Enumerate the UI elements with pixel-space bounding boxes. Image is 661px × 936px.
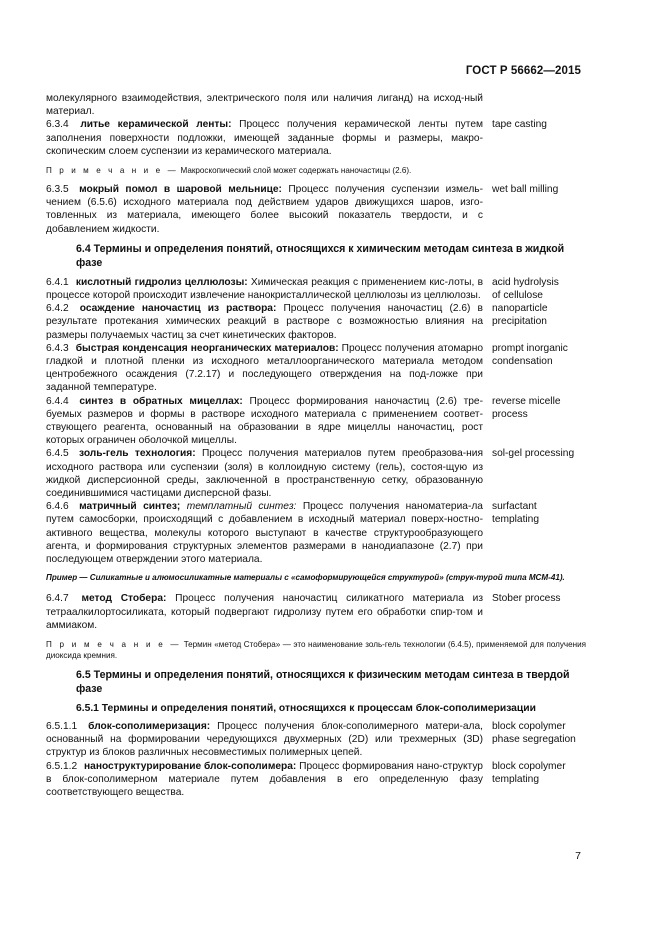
- entry-6-4-1: [46, 276, 586, 302]
- note-label: П р и м е ч а н и е —: [46, 166, 179, 176]
- entry-definition: Процесс получения наноматериа-ла путем самосборки, происходящий с добавлением в исходный материал поверх-ностно-активного вещества, молекулы которого выступают в качестве структурообразующего агента, и формирования структурных элементов размерами в нанодиапазоне (2.7) при последующем отверждении этого материала.: [46, 501, 483, 566]
- entry-term: литье керамической ленты:: [80, 119, 232, 131]
- entry-english-term: block copolymer phase segregation: [492, 720, 576, 746]
- entry-definition: Процесс получения атомарно гладкой и плотной пленки из исходного металлоорганического материала методом центробежного осаждения (7.2.17) и последующего отверждения на под-ложке при заданной температуре.: [46, 342, 483, 394]
- note-label: П р и м е ч а н и е —: [46, 639, 182, 649]
- entry-term: блок-сополимеризация:: [88, 720, 211, 732]
- entry-definition: Процесс получения наночастиц силикатного материала из тетраалкилортосиликата, который подвергают гидролизу путем его обработки спир-том и аммиаком.: [46, 593, 483, 631]
- entry-term: мокрый помол в шаровой мельнице:: [79, 184, 282, 196]
- entry-term: кислотный гидролиз целлюлозы:: [75, 276, 248, 288]
- entry-definition: Процесс получения керамической ленты путем заполнения поверхности подложки, имеющей заданные формы и размеры, макро-скопическим слоем суспензии из керамического материала.: [46, 119, 483, 157]
- entry-number: 6.4.6: [46, 501, 69, 513]
- entry-english-term: surfactant templating: [492, 501, 540, 526]
- entry-number: 6.4.4: [46, 395, 69, 407]
- entry-term: синтез в обратных мицеллах:: [79, 395, 243, 407]
- entry-definition: Процесс получения суспензии измель-чением (6.5.6) исходного материала под действием ударов движущихся шаров, изго-товленных из материала, имеющего более высокий показатель твердости, и с добавлением жидкости.: [46, 184, 483, 235]
- entry-definition: Процесс формирования нано-структур в блок-сополимерном материале путем добавления в его определенную фазу соответствующего вещества.: [46, 760, 483, 798]
- entry-6-4-6: [46, 500, 586, 566]
- entry-english-term: acid hydrolysis of cellulose: [492, 276, 559, 302]
- entry-6-4-7: [46, 592, 586, 632]
- entry-6-3-4: [46, 118, 586, 158]
- entry-number: 6.4.1: [46, 276, 69, 288]
- entry-definition: Процесс получения блок-сополимерного матери-ала, основанный на формировании чередующихся двухмерных (2D) или трехмерных (3D) структур из блоков различных несовместимых полимерных цепей.: [46, 720, 483, 759]
- entry-term: матричный синтез;: [79, 501, 181, 513]
- entry-term: быстрая конденсация неорганических материалов:: [75, 342, 339, 354]
- entry-definition: Химическая реакция с применением кис-лоты, в процессе которой происходит извлечение нанокристаллической целлюлозы из целлюлозы.: [46, 276, 483, 302]
- entry-6-5-1-1: [46, 720, 586, 760]
- note-text: Термин «метод Стобера» — это наименование золь-гель технологии (6.4.5), применяемой для получения диоксида кремния.: [46, 639, 587, 660]
- entry-english-term: nanoparticle precipitation: [492, 303, 548, 328]
- section-heading: 6.4 Термины и определения понятий, относящихся к химическим методам синтеза в жидкой фазе: [76, 242, 565, 269]
- note: [46, 639, 586, 661]
- entry-term-synonym: темплатный синтез:: [186, 501, 297, 513]
- entry-term: осаждение наночастиц из раствора:: [79, 303, 277, 315]
- entry-6-4-2: [46, 302, 586, 342]
- subsection-heading: 6.5.1 Термины и определения понятий, относящихся к процессам блок-сополимеризации: [76, 702, 536, 714]
- entry-term: наноструктурирование блок-сополимера:: [84, 760, 297, 772]
- entry-english-term: Stober process: [492, 593, 561, 605]
- entry-english-term: reverse micelle process: [492, 395, 561, 420]
- page-content: [46, 92, 586, 799]
- page-number: 7: [575, 850, 581, 862]
- entry-definition: Процесс получения наночастиц (2.6) в результате протекания химических реакций в растворе с возможностью влияния на размеры получаемых частиц за счет кинетических факторов.: [46, 303, 483, 341]
- entry-english-term: block copolymer templating: [492, 760, 566, 785]
- entry-number: 6.4.7: [46, 593, 69, 605]
- entry-6-3-5: [46, 183, 586, 236]
- entry-number: 6.4.5: [46, 448, 69, 460]
- entry-definition: Процесс получения материалов путем преобразова-ния исходного раствора или суспензии (золя) в коллоидную систему (гель), состоя-щую из жидкой дисперсионной среды, заключенной в пространственную сетку, образованную соединившимися частицами дисперсной фазы.: [46, 448, 483, 500]
- entry-6-4-4: [46, 395, 586, 448]
- entry-term: метод Стобера:: [81, 593, 167, 605]
- entry-number: 6.4.3: [46, 342, 69, 354]
- entry-number: 6.3.5: [46, 184, 69, 196]
- entry-6-4-3: [46, 342, 586, 395]
- note-text: Макроскопический слой может содержать наночастицы (2.6).: [180, 166, 412, 176]
- entry-term: золь-гель технология:: [79, 448, 196, 460]
- note: [46, 165, 586, 176]
- doc-header: ГОСТ Р 56662—2015: [465, 65, 581, 77]
- entry-number: 6.5.1.1: [46, 720, 78, 732]
- section-heading: 6.5 Термины и определения понятий, относящихся к физическим методам синтеза в твердой фазе: [76, 668, 570, 695]
- entry-definition: Процесс формирования наночастиц (2.6) тре-буемых размеров и формы в растворе исходного материала с применением соответ-ствующего реагента, основанный на образовании в ядре мицеллы наночастиц, рост которых ограничен оболочкой мицеллы.: [46, 395, 483, 447]
- entry-number: 6.4.2: [46, 303, 69, 315]
- entry-english-term: prompt inorganic condensation: [492, 342, 568, 368]
- continuation-paragraph: молекулярного взаимодействия, электрического поля или наличия лиганд) на исход-ный материал.: [46, 93, 483, 118]
- entry-english-term: tape casting: [492, 119, 547, 131]
- entry-6-4-5: [46, 447, 586, 500]
- example: Пример — Силикатные и алюмосиликатные материалы с «самоформирующейся структурой» (струк-турой типа MCM-41).: [46, 573, 565, 583]
- entry-english-term: sol-gel processing: [492, 448, 575, 460]
- entry-english-term: wet ball milling: [492, 184, 559, 196]
- entry-number: 6.3.4: [46, 119, 69, 131]
- entry-number: 6.5.1.2: [46, 760, 78, 772]
- entry-6-5-1-2: [46, 760, 586, 800]
